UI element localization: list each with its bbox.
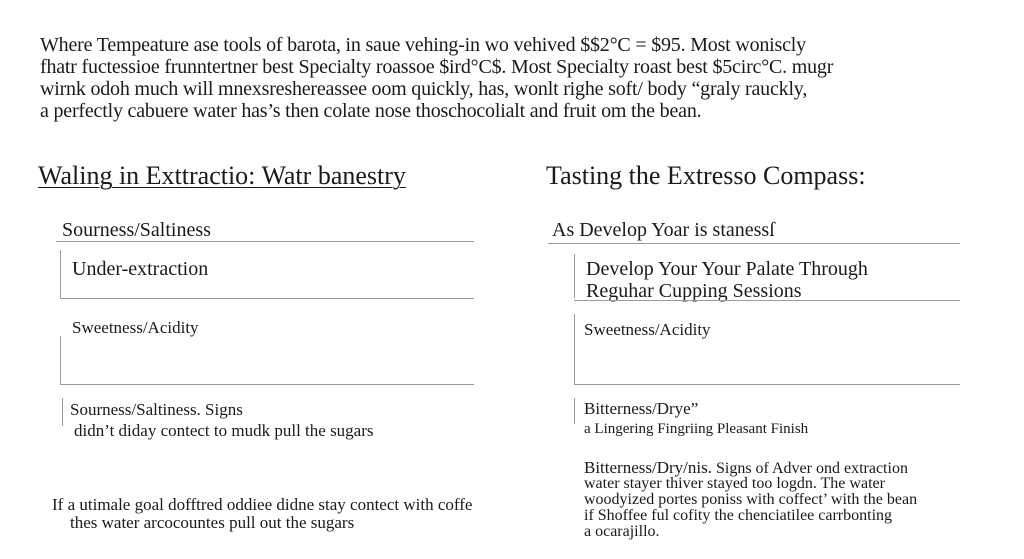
sourness-signs-line: didn’t diday contect to mudk pull the sugars (74, 421, 374, 440)
bitter-block-line: woodyized portes poniss with coffect’ with the bean (584, 491, 918, 508)
bitter-block-rest: Signs of Adver ond extraction (711, 460, 908, 477)
intro-line: Where Tempeature ase tools of barota, in saue vehing-in wo vehived $$2°C = $95. Most woniscly (40, 34, 806, 56)
bitter-block-strong: Bitterness/Dry/nis. (584, 458, 712, 477)
right-section-heading: Tasting the Extresso Compass: (546, 161, 866, 190)
under-extraction-label: Under-extraction (72, 258, 209, 280)
divider (574, 384, 960, 385)
bitter-block-line: if Shoffee ful cofity the chenciatilee carrbonting (584, 507, 893, 524)
box-left-border (574, 254, 575, 298)
bitter-block-line: water stayer thiver stayed too logdn. The water (584, 475, 885, 492)
divider (56, 241, 474, 242)
goal-line: thes water arcocountes pull out the sugars (70, 513, 355, 532)
divider (574, 300, 960, 301)
divider (60, 298, 474, 299)
develop-heading: As Develop Yoar is stanessſ (552, 219, 775, 241)
left-section-heading: Waling in Exttractio: Watr banestry (38, 161, 406, 190)
intro-paragraph (40, 34, 833, 122)
finish-text: a Lingering Fingriing Pleasant Finish (584, 421, 809, 437)
develop-palate-line: Reguhar Cupping Sessions (586, 280, 802, 302)
bitter-block-line: a ocarajillo. (584, 523, 660, 540)
left-sweetness-label: Sweetness/Acidity (72, 318, 199, 337)
box-left-border (60, 336, 61, 384)
box-left-border (60, 250, 61, 298)
divider (60, 384, 474, 385)
sourness-signs-line: Sourness/Saltiness. Signs (70, 400, 243, 419)
goal-line: If a utimale goal dofftred oddiee didne stay contect with coffe (52, 495, 473, 514)
develop-palate-line: Develop Your Your Palate Through (586, 258, 868, 280)
intro-line: wirnk odoh much will mnexsreshereassee oom quickly, has, wonlt righe soft/ body “graly rauckly, (40, 78, 808, 100)
divider (548, 243, 960, 244)
box-left-border (62, 398, 63, 426)
intro-line: a perfectly cabuere water has’s then colate nose thoschocolialt and fruit om the bean. (40, 100, 702, 122)
box-left-border (574, 398, 575, 424)
box-left-border (574, 314, 575, 384)
sourness-label: Sourness/Saltiness (62, 219, 211, 241)
intro-line: fhatr fuctessioe frunntertner best Specialty roassoe $ird°C$. Most Specialty roast best $5circ°C. mugr (40, 56, 834, 78)
right-sweetness-label: Sweetness/Acidity (584, 320, 711, 339)
bitterness-label: Bitterness/Drye” (584, 399, 699, 418)
